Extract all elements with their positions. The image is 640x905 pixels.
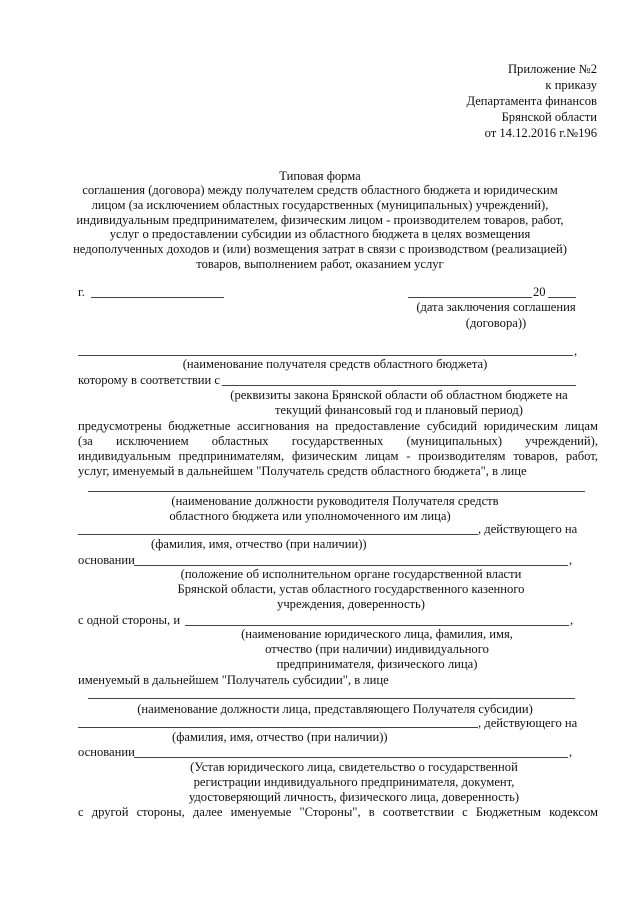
paragraph-line: предусмотрены бюджетные ассигнования на предоставление субсидий юридическим лицам: [78, 419, 598, 433]
title-line: соглашения (договора) между получателем средств областного бюджета и юридическим: [82, 183, 558, 197]
one-side-label: с одной стороны, и: [78, 613, 181, 627]
caption-fio: (фамилия, имя, отчество (при наличии)): [172, 730, 388, 744]
basis-blank[interactable]: [134, 565, 568, 566]
caption-charter: (Устав юридического лица, свидетельство о государственной: [190, 760, 518, 774]
title-line: товаров, выполнением работ, оказанием услуг: [196, 257, 444, 271]
rep-position-blank[interactable]: [88, 698, 575, 699]
caption-law: (реквизиты закона Брянской области об областном бюджете на: [230, 388, 568, 402]
caption-recipient: (наименование получателя средств областного бюджета): [182, 357, 488, 371]
caption-entity: предпринимателя, физического лица): [276, 657, 478, 671]
acting-on-label: , действующего на: [478, 522, 578, 536]
city-blank[interactable]: [91, 297, 224, 298]
paragraph-line: индивидуальным предпринимателям, физическим лицам - производителям товаров, работ,: [78, 449, 598, 463]
paragraph-line: (за исключением областных государственных (муниципальных) учреждений),: [78, 434, 598, 448]
basis-label: основании: [78, 745, 135, 759]
document-heading: Типовая форма: [279, 169, 361, 183]
which-according-label: которому в соответствии с: [78, 373, 221, 387]
comma: ,: [574, 344, 578, 358]
title-line: недополученных доходов и (или) возмещения затрат в связи с производством (реализацией): [73, 242, 567, 256]
year-blank[interactable]: [548, 297, 576, 298]
law-details-blank[interactable]: [222, 385, 576, 386]
caption-rep: (наименование должности лица, представляющего Получателя субсидии): [137, 702, 533, 716]
caption-head: (наименование должности руководителя Получателя средств: [171, 494, 499, 508]
appendix-line-5: от 14.12.2016 г.№196: [484, 126, 597, 140]
caption-fio: (фамилия, имя, отчество (при наличии)): [151, 537, 367, 551]
city-prefix: г.: [78, 285, 85, 299]
basis-label: основании: [78, 553, 135, 567]
date-blank[interactable]: [408, 297, 532, 298]
date-caption: (дата заключения соглашения: [416, 300, 576, 314]
paragraph-line: услуг, именуемый в дальнейшем "Получатель средств областного бюджета", в лице: [78, 464, 527, 478]
appendix-line-2: к приказу: [545, 78, 597, 92]
entity-name-blank[interactable]: [185, 625, 569, 626]
caption-basis: учреждения, доверенность): [277, 597, 425, 611]
caption-charter: регистрации индивидуального предпринимателя, документ,: [193, 775, 515, 789]
appendix-line-4: Брянской области: [501, 110, 597, 124]
named-subsidy-label: именуемый в дальнейшем "Получатель субсидии", в лице: [78, 673, 389, 687]
title-line: услуг о предоставлении субсидии из областного бюджета в целях возмещения: [109, 227, 531, 241]
caption-head: областного бюджета или уполномоченного им лица): [169, 509, 451, 523]
caption-entity: (наименование юридического лица, фамилия, имя,: [241, 627, 513, 641]
recipient-name-blank[interactable]: [78, 355, 573, 356]
date-caption: (договора)): [465, 316, 527, 330]
appendix-line-1: Приложение №2: [507, 62, 597, 76]
caption-basis: (положение об исполнительном органе государственной власти: [180, 567, 522, 581]
head-fio-blank[interactable]: [78, 534, 478, 535]
title-line: индивидуальным предпринимателем, физическим лицом - производителем товаров, работ,: [76, 213, 564, 227]
caption-charter: удостоверяющий личность, физического лица, доверенность): [188, 790, 520, 804]
head-position-blank[interactable]: [88, 491, 585, 492]
caption-entity: отчество (при наличии) индивидуального: [265, 642, 489, 656]
basis-doc-blank[interactable]: [134, 757, 568, 758]
paragraph-line: с другой стороны, далее именуемые "Стороны", в соответствии с Бюджетным кодексом: [78, 805, 598, 819]
caption-basis: Брянской области, устав областного государственного казенного: [177, 582, 525, 596]
year-prefix: 20: [533, 285, 546, 299]
acting-on-label: , действующего на: [478, 716, 578, 730]
title-line: лицом (за исключением областных государственных (муниципальных) учреждений),: [91, 198, 549, 212]
comma: ,: [569, 553, 573, 567]
caption-law: текущий финансовый год и плановый период): [275, 403, 523, 417]
comma: ,: [569, 745, 573, 759]
rep-fio-blank[interactable]: [78, 727, 478, 728]
comma: ,: [570, 613, 574, 627]
appendix-line-3: Департамента финансов: [466, 94, 597, 108]
